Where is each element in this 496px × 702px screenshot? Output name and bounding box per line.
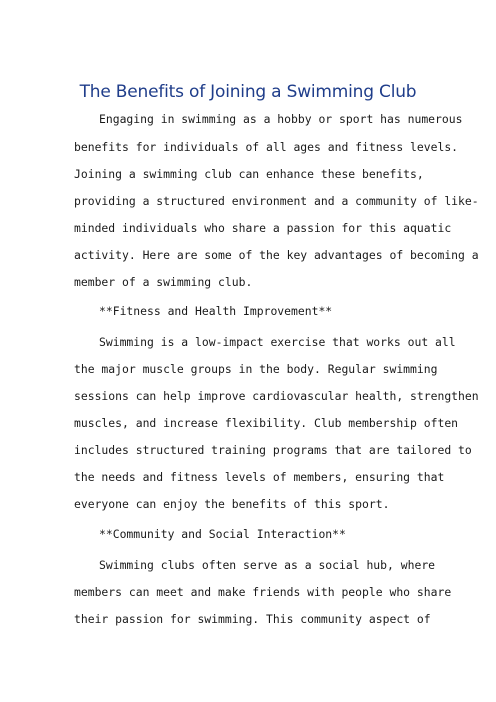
paragraph-3-line-3: their passion for swimming. This community aspect of bbox=[74, 612, 431, 626]
paragraph-2-line-5: includes structured training programs that are tailored to bbox=[74, 443, 472, 457]
paragraph-2-line-2: the major muscle groups in the body. Regular swimming bbox=[74, 362, 438, 376]
paragraph-1-line-5: minded individuals who share a passion for this aquatic bbox=[74, 221, 452, 235]
section-heading-fitness: **Fitness and Health Improvement** bbox=[99, 304, 333, 318]
paragraph-2-line-1: Swimming is a low-impact exercise that works out all bbox=[99, 335, 456, 349]
paragraph-2-line-7: everyone can enjoy the benefits of this sport. bbox=[74, 497, 390, 511]
paragraph-1-line-7: member of a swimming club. bbox=[74, 275, 253, 289]
paragraph-1-line-2: benefits for individuals of all ages and fitness levels. bbox=[74, 140, 459, 154]
paragraph-1-line-3: Joining a swimming club can enhance these benefits, bbox=[74, 167, 424, 181]
paragraph-1-line-1: Engaging in swimming as a hobby or sport has numerous bbox=[99, 112, 463, 126]
paragraph-3-line-1: Swimming clubs often serve as a social hub, where bbox=[99, 558, 436, 572]
paragraph-1-line-4: providing a structured environment and a community of like- bbox=[74, 194, 479, 208]
paragraph-3-line-2: members can meet and make friends with people who share bbox=[74, 585, 452, 599]
paragraph-2-line-3: sessions can help improve cardiovascular health, strengthen bbox=[74, 389, 479, 403]
paragraph-2-line-6: the needs and fitness levels of members, ensuring that bbox=[74, 470, 445, 484]
section-heading-community: **Community and Social Interaction** bbox=[99, 527, 346, 541]
paragraph-2-line-4: muscles, and increase flexibility. Club membership often bbox=[74, 416, 459, 430]
document-title: The Benefits of Joining a Swimming Club bbox=[79, 82, 417, 102]
paragraph-1-line-6: activity. Here are some of the key advantages of becoming a bbox=[74, 248, 479, 262]
